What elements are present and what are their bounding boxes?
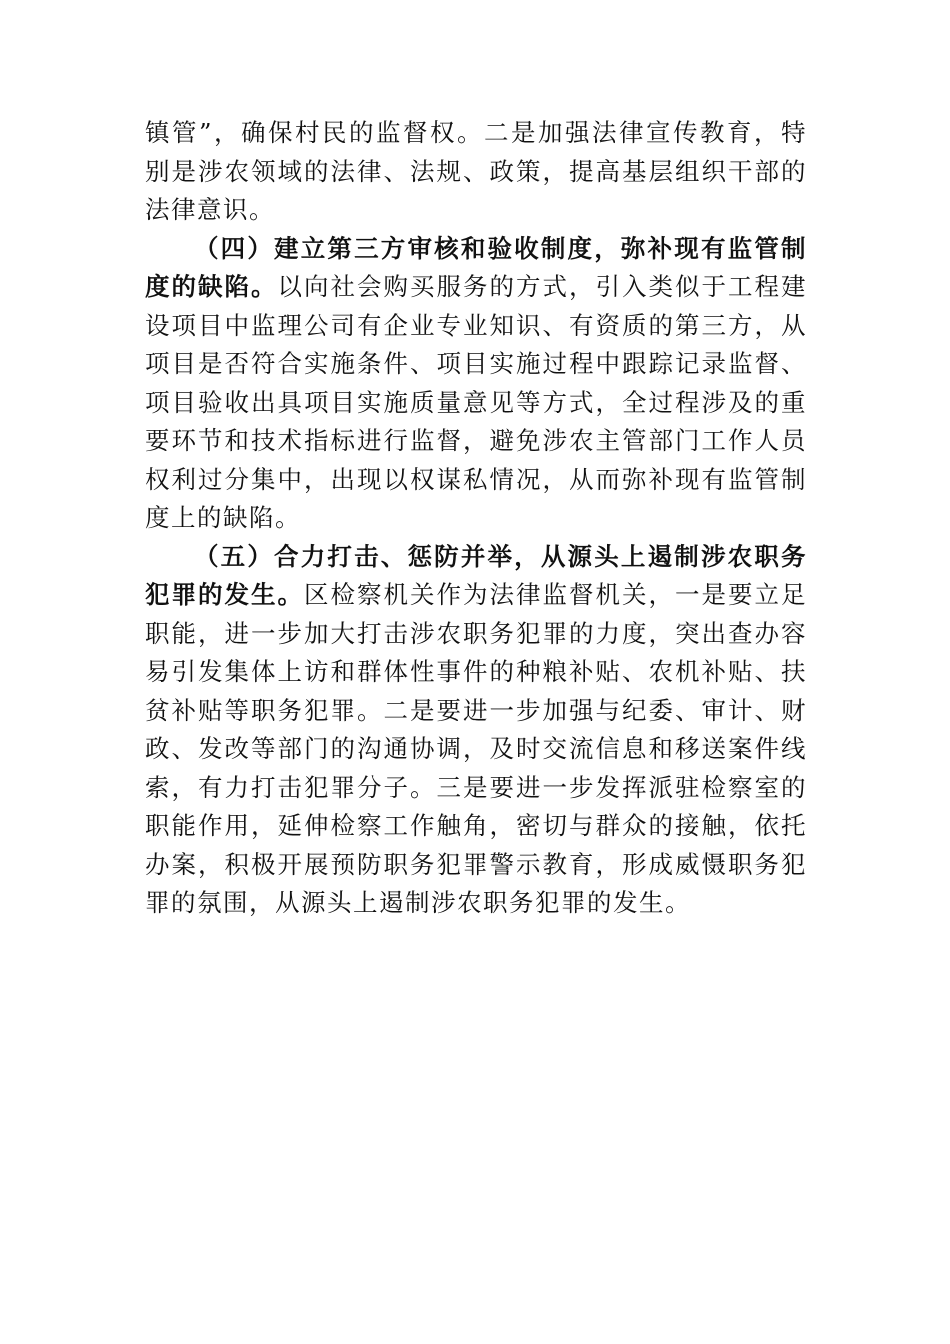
section-heading-four: （四）建立第三方审核和验收制度，弥补现有监管制度的缺陷。	[145, 233, 807, 301]
document-body	[145, 114, 807, 923]
paragraph-text: 区检察机关作为法律监督机关，一是要立足职能，进一步加大打击涉农职务犯罪的力度，突出查办容易引发集体上访和群体性事件的种粮补贴、农机补贴、扶贫补贴等职务犯罪。二是要进一步加强与纪委、审计、财政、发改等部门的沟通协调，及时交流信息和移送案件线索，有力打击犯罪分子。三是要进一步发挥派驻检察室的职能作用，延伸检察工作触角，密切与群众的接触，依托办案，积极开展预防职务犯罪警示教育，形成威慑职务犯罪的氛围，从源头上遏制涉农职务犯罪的发生。	[145, 580, 807, 917]
section-heading-five: （五）合力打击、惩防并举，从源头上遏制涉农职务犯罪的发生。	[145, 541, 807, 609]
paragraph-continuation	[145, 114, 807, 230]
paragraph-section-four	[145, 230, 807, 538]
paragraph-text: 以向社会购买服务的方式，引入类似于工程建设项目中监理公司有企业专业知识、有资质的第三方，从项目是否符合实施条件、项目实施过程中跟踪记录监督、项目验收出具项目实施质量意见等方式，全过程涉及的重要环节和技术指标进行监督，避免涉农主管部门工作人员权利过分集中，出现以权谋私情况，从而弥补现有监管制度上的缺陷。	[145, 272, 807, 532]
paragraph-section-five	[145, 538, 807, 923]
paragraph-text: 镇管”，确保村民的监督权。二是加强法律宣传教育，特别是涉农领域的法律、法规、政策，提高基层组织干部的法律意识。	[145, 118, 807, 224]
